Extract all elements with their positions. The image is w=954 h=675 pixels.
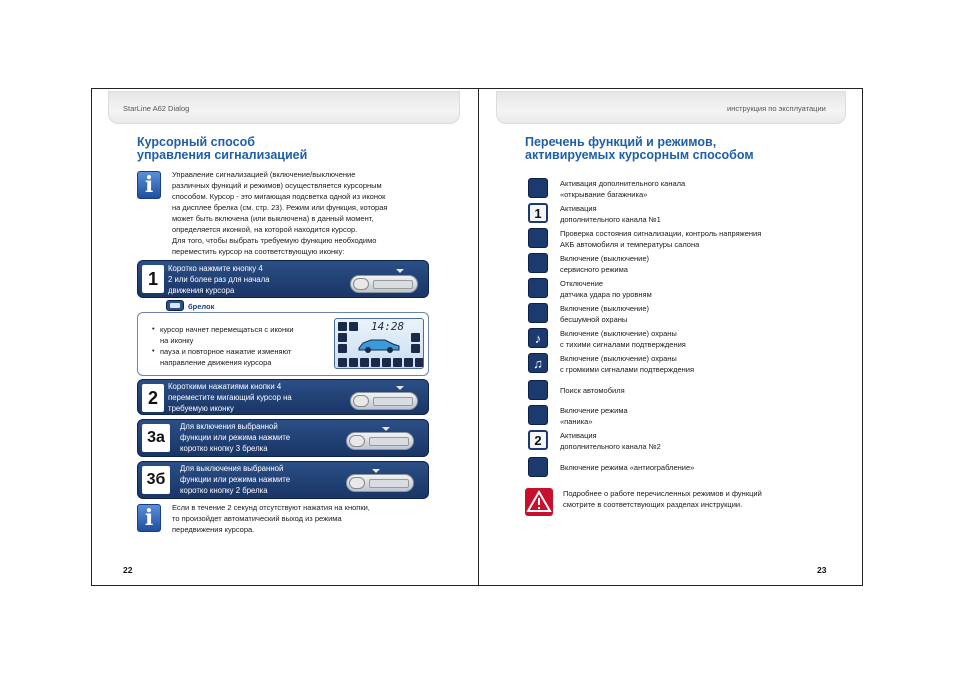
keyfob-icon [166,300,184,311]
arrow-down-icon [396,386,404,390]
arrow-down-icon [396,269,404,273]
keyfob-image [350,275,418,293]
lcd-time: 14:28 [371,320,405,333]
function-description: Активация дополнительного канала №1 [560,204,661,224]
function-description: Включение режима «паника» [560,406,628,426]
function-description: Включение (выключение) сервисного режима [560,254,650,274]
function-description: Активация дополнительного канала №2 [560,431,661,451]
service-mode-icon [528,253,548,273]
car-icon [357,336,401,353]
channel-1-icon: 1 [528,203,548,223]
step-1-panel [137,260,429,298]
left-title-line1: Курсорный способ [137,135,255,149]
silent-arm-icon [528,303,548,323]
bullet-1: курсор начнет перемещаться с иконки на иконку [160,325,294,345]
arrow-down-icon [372,469,380,473]
search-icon [404,358,413,367]
status-icon [338,344,347,353]
step-1-number: 1 [142,265,164,293]
page-number-left: 22 [123,565,133,575]
function-description: Включение (выключение) бесшумной охраны [560,304,650,324]
step-1-text: Коротко нажмите кнопку 4 2 или более раз для начала движения курсора [168,264,270,295]
antihijack-icon [528,457,548,477]
left-header: StarLine A62 Dialog [123,104,190,113]
warning-icon [525,488,553,516]
function-description: Включение режима «антиограбление» [560,463,695,472]
keyfob-image [346,432,414,450]
page-number-right: 23 [817,565,827,575]
keyfob-lcd-display [334,318,424,369]
silent-icon [382,358,391,367]
function-description: Активация дополнительного канала «открывание багажника» [560,179,686,199]
bullet-2: пауза и повторное нажатие изменяют направление движения курсора [160,347,292,367]
step-3a-text: Для включения выбранной функции или режима нажмите коротко кнопку 3 брелка [180,422,291,453]
step-3b-number: 3б [142,466,170,494]
right-title-line1: Перечень функций и режимов, [525,135,717,149]
loud-signal-icon: ♫ [528,353,548,373]
function-description: Проверка состояния сигнализации, контроль напряжения АКБ автомобиля и температуры салона [560,229,762,249]
service-icon [360,358,369,367]
panic-icon [528,405,548,425]
page-spine [478,88,479,586]
step-3b-panel [137,461,429,499]
shock-sensor-icon [528,278,548,298]
timeout-note: Если в течение 2 секунд отсутствуют нажатия на кнопки, то произойдет автоматический выход из режима передвижения курсора. [172,503,370,534]
step-2-panel [137,379,429,415]
panic-icon [415,358,424,367]
step-2-text: Короткими нажатиями кнопки 4 переместите мигающий курсор на требуемую иконку [168,382,292,413]
keyfob-image [346,474,414,492]
function-description: Поиск автомобиля [560,386,625,395]
channel-2-icon: 2 [528,430,548,450]
channel-2-icon [349,358,358,367]
left-title-line2: управления сигнализацией [137,148,308,162]
brelok-label: брелок [188,302,215,311]
step-3b-text: Для выключения выбранной функции или режима нажмите коротко кнопку 2 брелка [180,464,291,495]
intro-paragraph: Управление сигнализацией (включение/выключение различных функций и режимов) осуществляется курсорным способом. Курсор - это мигающая подсветка одной из иконок на дисплее брелка (см. стр. 23). Режим или функция, которая может быть включена (или выключена) в данный момент, определяется иконкой, на которой находится курсор. Для того, чтобы выбрать требуемую функцию необходимо переместить курсор на соответствующую иконку: [172,170,388,256]
music-icon [393,358,402,367]
function-description: Включение (выключение) охраны с тихими сигналами подтверждения [560,329,686,349]
lock-icon [338,322,347,331]
info-icon: i [137,504,161,532]
channel-1-icon [338,333,347,342]
right-header: инструкция по эксплуатации [727,104,826,113]
shock-icon [371,358,380,367]
function-description: Отключение датчика удара по уровням [560,279,652,299]
trunk-icon [528,178,548,198]
function-description: Включение (выключение) охраны с громкими сигналами подтверждения [560,354,695,374]
quiet-signal-icon: ♪ [528,328,548,348]
unlock-icon [349,322,358,331]
keyfob-image [350,392,418,410]
info-icon: i [137,171,161,199]
signal-icon [411,333,420,342]
battery-icon [411,344,420,353]
status-check-icon [528,228,548,248]
warning-text: Подробнее о работе перечисленных режимов и функций смотрите в соответствующих разделах инструкции. [563,489,762,509]
arrow-down-icon [382,427,390,431]
step-2-number: 2 [142,384,164,412]
trunk-icon [338,358,347,367]
right-title-line2: активируемых курсорным способом [525,148,754,162]
step-3a-number: 3а [142,424,170,452]
car-search-icon [528,380,548,400]
step-3a-panel [137,419,429,457]
